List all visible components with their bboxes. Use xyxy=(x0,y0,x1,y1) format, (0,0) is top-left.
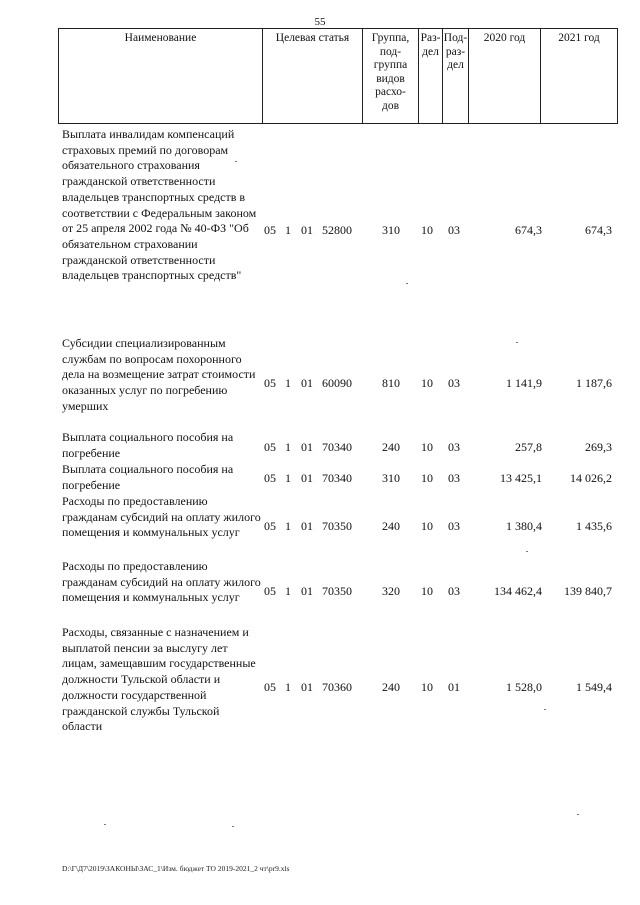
expense-group: 320 xyxy=(382,584,400,598)
file-path-footer: D:\Г\Д7\2019\ЗАКОНЫ\ЗАС_1\Изм. бюджет ТО 2019-2021_2 чт\pr9.xls xyxy=(62,864,290,873)
row-name: Выплата инвалидам компенсаций страховых премий по договорам обязательного страхования гражданской ответственности владельцев транспортных средств в соответствии с Федеральным законом от 25 апреля 2002 года № 40-ФЗ "Об обязательном страховании гражданской ответственности владельцев транспортных средств" xyxy=(62,127,257,283)
section: 10 xyxy=(421,223,433,237)
header-group: Группа, под- группа видов расхо- дов xyxy=(362,29,418,123)
target-code-3: 01 xyxy=(301,223,313,237)
subsection: 03 xyxy=(448,519,460,533)
header-target: Целевая статья xyxy=(262,29,362,123)
target-code-4: 70340 xyxy=(322,440,352,454)
target-code-4: 70350 xyxy=(322,519,352,533)
target-code-3: 01 xyxy=(301,376,313,390)
target-code-3: 01 xyxy=(301,584,313,598)
section: 10 xyxy=(421,440,433,454)
value-2020: 1 141,9 xyxy=(506,376,542,390)
target-code-1: 05 xyxy=(264,376,276,390)
value-2020: 674,3 xyxy=(515,223,542,237)
section: 10 xyxy=(421,519,433,533)
subsection: 03 xyxy=(448,471,460,485)
row-name: Выплата социального пособия на погребение xyxy=(62,430,234,460)
section: 10 xyxy=(421,680,433,694)
scan-speck xyxy=(516,342,518,343)
value-2021: 269,3 xyxy=(585,440,612,454)
target-code-4: 70350 xyxy=(322,584,352,598)
value-2021: 1 435,6 xyxy=(576,519,612,533)
scan-speck xyxy=(235,161,237,162)
target-code-4: 60090 xyxy=(322,376,352,390)
value-2021: 14 026,2 xyxy=(570,471,612,485)
expense-group: 310 xyxy=(382,471,400,485)
value-2020: 257,8 xyxy=(515,440,542,454)
row-name: Выплата социального пособия на погребение xyxy=(62,462,234,492)
target-code-3: 01 xyxy=(301,680,313,694)
target-code-2: 1 xyxy=(285,471,291,485)
scan-speck xyxy=(526,551,528,552)
target-code-2: 1 xyxy=(285,440,291,454)
expense-group: 240 xyxy=(382,680,400,694)
scan-speck xyxy=(544,709,546,710)
section: 10 xyxy=(421,471,433,485)
target-code-4: 52800 xyxy=(322,223,352,237)
value-2021: 1 187,6 xyxy=(576,376,612,390)
target-code-1: 05 xyxy=(264,223,276,237)
scan-speck xyxy=(104,824,106,825)
subsection: 03 xyxy=(448,376,460,390)
expense-group: 310 xyxy=(382,223,400,237)
subsection: 03 xyxy=(448,223,460,237)
row-name: Расходы по предоставлению гражданам субсидий на оплату жилого помещения и коммунальных услуг xyxy=(62,494,261,540)
target-code-1: 05 xyxy=(264,471,276,485)
expense-group: 240 xyxy=(382,440,400,454)
target-code-3: 01 xyxy=(301,471,313,485)
subsection: 03 xyxy=(448,440,460,454)
target-code-2: 1 xyxy=(285,680,291,694)
target-code-2: 1 xyxy=(285,519,291,533)
value-2020: 1 528,0 xyxy=(506,680,542,694)
subsection: 01 xyxy=(448,680,460,694)
value-2020: 134 462,4 xyxy=(494,584,542,598)
subsection: 03 xyxy=(448,584,460,598)
header-section: Раз- дел xyxy=(418,29,442,123)
target-code-1: 05 xyxy=(264,440,276,454)
target-code-2: 1 xyxy=(285,376,291,390)
section: 10 xyxy=(421,376,433,390)
expense-group: 240 xyxy=(382,519,400,533)
scan-speck xyxy=(577,814,579,815)
header-2020: 2020 год xyxy=(468,29,540,123)
target-code-4: 70360 xyxy=(322,680,352,694)
row-name: Расходы, связанные с назначением и выплатой пенсии за выслугу лет лицам, замещавшим государственные должности Тульской области и должности государственной гражданской службы Тульской области xyxy=(62,625,256,734)
row-name: Субсидии специализированным службам по вопросам похоронного дела на возмещение затрат стоимости оказанных услуг по погребению умерших xyxy=(62,336,256,413)
section: 10 xyxy=(421,584,433,598)
target-code-1: 05 xyxy=(264,519,276,533)
target-code-3: 01 xyxy=(301,440,313,454)
header-2021: 2021 год xyxy=(540,29,618,123)
value-2021: 674,3 xyxy=(585,223,612,237)
target-code-4: 70340 xyxy=(322,471,352,485)
page-number: 55 xyxy=(314,16,326,28)
target-code-1: 05 xyxy=(264,584,276,598)
scan-speck xyxy=(406,283,408,284)
scan-speck xyxy=(232,826,234,827)
value-2021: 1 549,4 xyxy=(576,680,612,694)
value-2020: 13 425,1 xyxy=(500,471,542,485)
target-code-3: 01 xyxy=(301,519,313,533)
target-code-2: 1 xyxy=(285,584,291,598)
value-2021: 139 840,7 xyxy=(564,584,612,598)
header-subsection: Под- раз- дел xyxy=(442,29,468,123)
value-2020: 1 380,4 xyxy=(506,519,542,533)
row-name: Расходы по предоставлению гражданам субсидий на оплату жилого помещения и коммунальных услуг xyxy=(62,559,261,605)
target-code-1: 05 xyxy=(264,680,276,694)
expense-group: 810 xyxy=(382,376,400,390)
header-name: Наименование xyxy=(58,29,262,123)
target-code-2: 1 xyxy=(285,223,291,237)
table-header xyxy=(58,28,618,124)
